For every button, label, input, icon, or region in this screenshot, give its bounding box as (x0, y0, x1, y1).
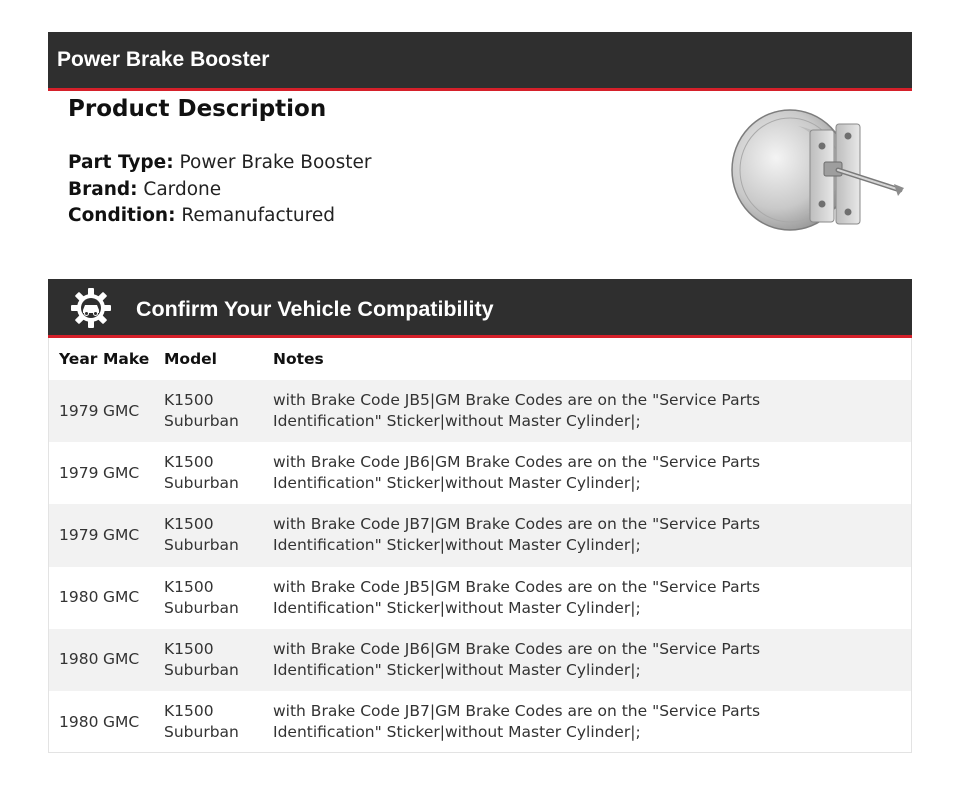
cell-notes: with Brake Code JB5|GM Brake Codes are on the "Service Parts Identification" Sticker|without Master Cylinder|; (273, 391, 761, 431)
cell-make: GMC (103, 650, 140, 669)
table-row (49, 442, 911, 504)
cell-notes: with Brake Code JB7|GM Brake Codes are on the "Service Parts Identification" Sticker|without Master Cylinder|; (273, 702, 761, 742)
table-row (49, 380, 911, 442)
cell-make: GMC (103, 712, 140, 731)
cell-make: GMC (103, 525, 140, 544)
cell-year: 1980 (59, 650, 99, 669)
brake-booster-image (728, 104, 908, 236)
table-row (49, 567, 911, 629)
spec-value: Remanufactured (181, 205, 335, 226)
cell-year: 1979 (59, 525, 99, 544)
gear-car-icon (70, 287, 112, 329)
cell-model: K1500 Suburban (164, 639, 239, 679)
cell-year: 1980 (59, 588, 99, 607)
cell-notes: with Brake Code JB6|GM Brake Codes are on the "Service Parts Identification" Sticker|without Master Cylinder|; (273, 639, 761, 679)
spec-label: Brand: (68, 178, 138, 200)
column-model: Model (164, 350, 217, 368)
cell-year: 1980 (59, 712, 99, 731)
cell-make: GMC (103, 401, 140, 420)
cell-notes: with Brake Code JB7|GM Brake Codes are on the "Service Parts Identification" Sticker|without Master Cylinder|; (273, 515, 761, 555)
column-notes: Notes (273, 350, 324, 368)
description-heading: Product Description (68, 96, 327, 122)
cell-model: K1500 Suburban (164, 391, 239, 431)
table-header-row (49, 338, 911, 380)
table-row (49, 629, 911, 691)
column-make: Make (103, 350, 150, 368)
cell-notes: with Brake Code JB5|GM Brake Codes are on the "Service Parts Identification" Sticker|without Master Cylinder|; (273, 577, 761, 617)
spec-value: Cardone (143, 178, 222, 200)
cell-model: K1500 Suburban (164, 577, 239, 617)
table-row (49, 691, 911, 753)
compatibility-bar (48, 279, 912, 338)
spec-label: Part Type: (68, 152, 174, 173)
spec-label: Condition: (68, 205, 176, 226)
cell-year: 1979 (59, 463, 99, 482)
cell-model: K1500 Suburban (164, 702, 239, 742)
spec-value: Power Brake Booster (179, 152, 372, 173)
product-title-bar (48, 32, 912, 91)
compatibility-title: Confirm Your Vehicle Compatibility (136, 297, 494, 321)
cell-year: 1979 (59, 401, 99, 420)
column-year: Year (59, 350, 98, 368)
spec-brand (68, 177, 372, 204)
cell-model: K1500 Suburban (164, 453, 239, 493)
compatibility-table (48, 338, 912, 753)
cell-model: K1500 Suburban (164, 515, 239, 555)
table-row (49, 504, 911, 566)
product-title: Power Brake Booster (57, 48, 270, 71)
spec-condition (68, 203, 372, 230)
spec-part-type (68, 150, 372, 177)
cell-notes: with Brake Code JB6|GM Brake Codes are on the "Service Parts Identification" Sticker|without Master Cylinder|; (273, 453, 761, 493)
cell-make: GMC (103, 588, 140, 607)
cell-make: GMC (103, 463, 140, 482)
product-specs (68, 150, 372, 230)
